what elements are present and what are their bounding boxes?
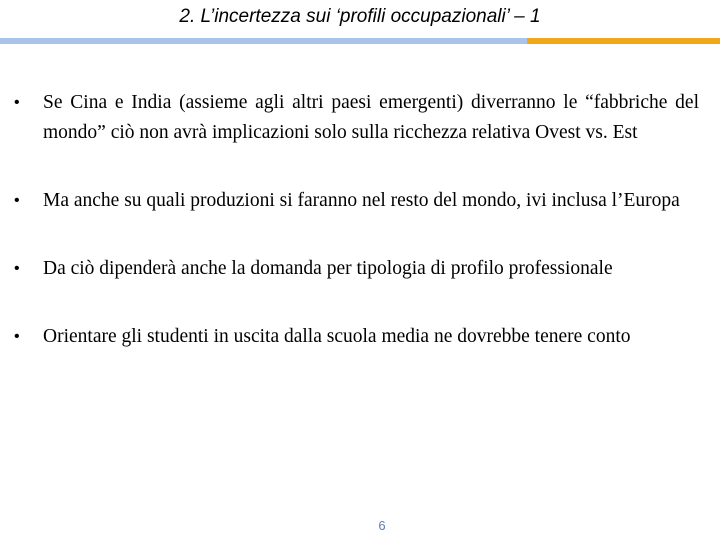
bullet-text: Se Cina e India (assieme agli altri paesi emergenti) diverranno le “fabbriche del mondo” ciò non avrà implicazioni solo sulla ricchezza relativa Ovest vs. Est	[43, 92, 699, 143]
bullet-item	[14, 186, 699, 216]
bullet-text: Ma anche su quali produzioni si faranno nel resto del mondo, ivi inclusa l’Europa	[43, 190, 680, 211]
slide-title: 2. L’incertezza sui ‘profili occupazionali’ – 1	[179, 6, 541, 27]
bullet-text: Orientare gli studenti in uscita dalla scuola media ne dovrebbe tenere conto	[43, 326, 631, 347]
bullet-dot-icon: •	[14, 328, 20, 345]
bullet-item	[14, 254, 699, 284]
title-rule-orange	[527, 38, 720, 44]
bullet-list	[14, 88, 699, 352]
bullet-dot-icon: •	[14, 192, 20, 209]
bullet-dot-icon: •	[14, 94, 20, 111]
page-number: 6	[378, 518, 386, 533]
bullet-item	[14, 88, 699, 148]
bullet-text: Da ciò dipenderà anche la domanda per tipologia di profilo professionale	[43, 258, 613, 279]
bullet-item	[14, 322, 699, 352]
bullet-dot-icon: •	[14, 260, 20, 277]
title-rule-blue	[0, 38, 527, 44]
